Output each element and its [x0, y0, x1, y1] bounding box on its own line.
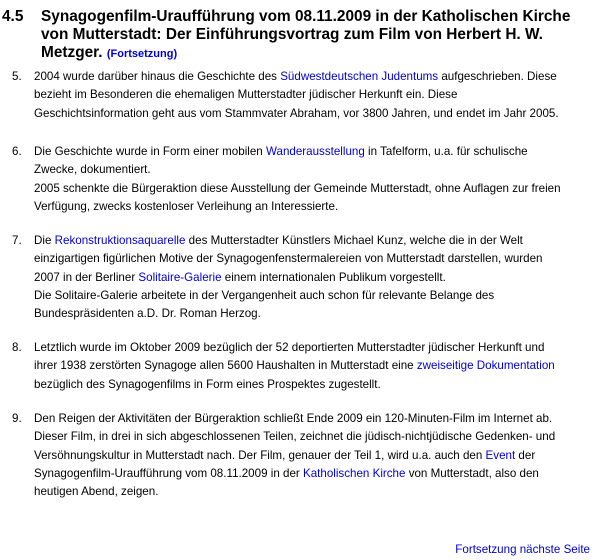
zweiseitige-dokumentation-link[interactable]: zweiseitige Dokumentation	[416, 359, 555, 373]
katholische-kirche-link[interactable]: Katholischen Kirche	[302, 466, 406, 480]
rekonstruktionsaquarelle-link[interactable]: Rekonstruktionsaquarelle	[54, 234, 186, 247]
list-item-5	[12, 68, 596, 123]
section-title	[41, 8, 592, 63]
list-item-text: Den Reigen der Aktivitäten der Bürgeraktion schließt Ende 2009 ein 120-Minuten-Film im Internet ab. Dieser Film, in drei in sich abgeschlossenen Teilen, zeichnet die jüdisch-nichtjüdische Gedenken- und Versöhnungskultur in Mutterstadt nach. Der Film, genauer der Teil 1, wird u.a. auch den Event der Synagogenfilm-Uraufführung vom 08.11.2009 in der Katholischen Kirche von Mutterstadt, also den heutigen Abend, zeigen.	[34, 412, 556, 499]
section-heading	[2, 8, 592, 63]
list-item-8	[12, 339, 596, 394]
list-item-text: Die Rekonstruktionsaquarelle des Mutterstadter Künstlers Michael Kunz, welche die in der Welt einzigartigen figürlichen Motive der Synagogenfenstermalereien von Mutterstadt darstellen, wurden 2007 in der Berliner Solitaire-Galerie einem internationalen Publikum vorgestellt. Die Solitaire-Galerie arbeitete in der Vergangenheit auch schon für relevante Belange des Bundespräsidenten a.D. Dr. Roman Herzog.	[34, 234, 543, 321]
list-item-text: Letztlich wurde im Oktober 2009 bezüglich der 52 deportierten Mutterstadter jüdischer Herkunft und ihrer 1938 zerstörten Synagoge allen 5600 Haushalten in Mutterstadt eine zweiseitige Dokumentation bezüglich des Synagogenfilms in Form eines Prospektes zugestellt.	[34, 341, 555, 391]
list-item-number: 5.	[12, 70, 22, 83]
list-item-number: 6.	[12, 145, 22, 158]
next-page-link[interactable]: Fortsetzung nächste Seite	[455, 543, 590, 556]
solitaire-galerie-link[interactable]: Solitaire-Galerie	[138, 270, 222, 284]
list-item-text: 2004 wurde darüber hinaus die Geschichte des Südwestdeutschen Judentums aufgeschrieben. Diese bezieht im Besonderen die ehemaligen Mutterstadter jüdischer Herkunft ein. Diese Geschichtsinformation geht aus vom Stammvater Abraham, vor 3800 Jahren, und endet im Jahr 2005.	[34, 70, 559, 120]
continuation-link[interactable]: (Fortsetzung)	[106, 48, 178, 60]
event-link[interactable]: Event	[485, 448, 516, 462]
list-item-number: 8.	[12, 341, 22, 354]
list-item-number: 9.	[12, 412, 22, 425]
list-item-text: Die Geschichte wurde in Form einer mobilen Wanderausstellung in Tafelform, u.a. für schulische Zwecke, dokumentiert. 2005 schenkte die Bürgeraktion diese Ausstellung der Gemeinde Mutterstadt, ohne Auflagen zur freien Verfügung, zwecks kostenloser Verleihung an Interessierte.	[34, 145, 561, 213]
section-number: 4.5	[2, 8, 24, 25]
list-item-number: 7.	[12, 234, 22, 247]
section-title-text: Synagogenfilm-Uraufführung vom 08.11.2009 in der Katholischen Kirche von Mutterstadt: Der Einführungsvortrag zum Film von Herbert H. W. Metzger.	[41, 8, 571, 61]
list-item-9	[12, 410, 596, 501]
suedwestdeutsches-judentum-link[interactable]: Südwestdeutschen Judentums	[280, 70, 439, 83]
wanderausstellung-link[interactable]: Wanderausstellung	[265, 145, 365, 158]
list-item-7	[12, 232, 596, 323]
list-item-6	[12, 143, 596, 216]
